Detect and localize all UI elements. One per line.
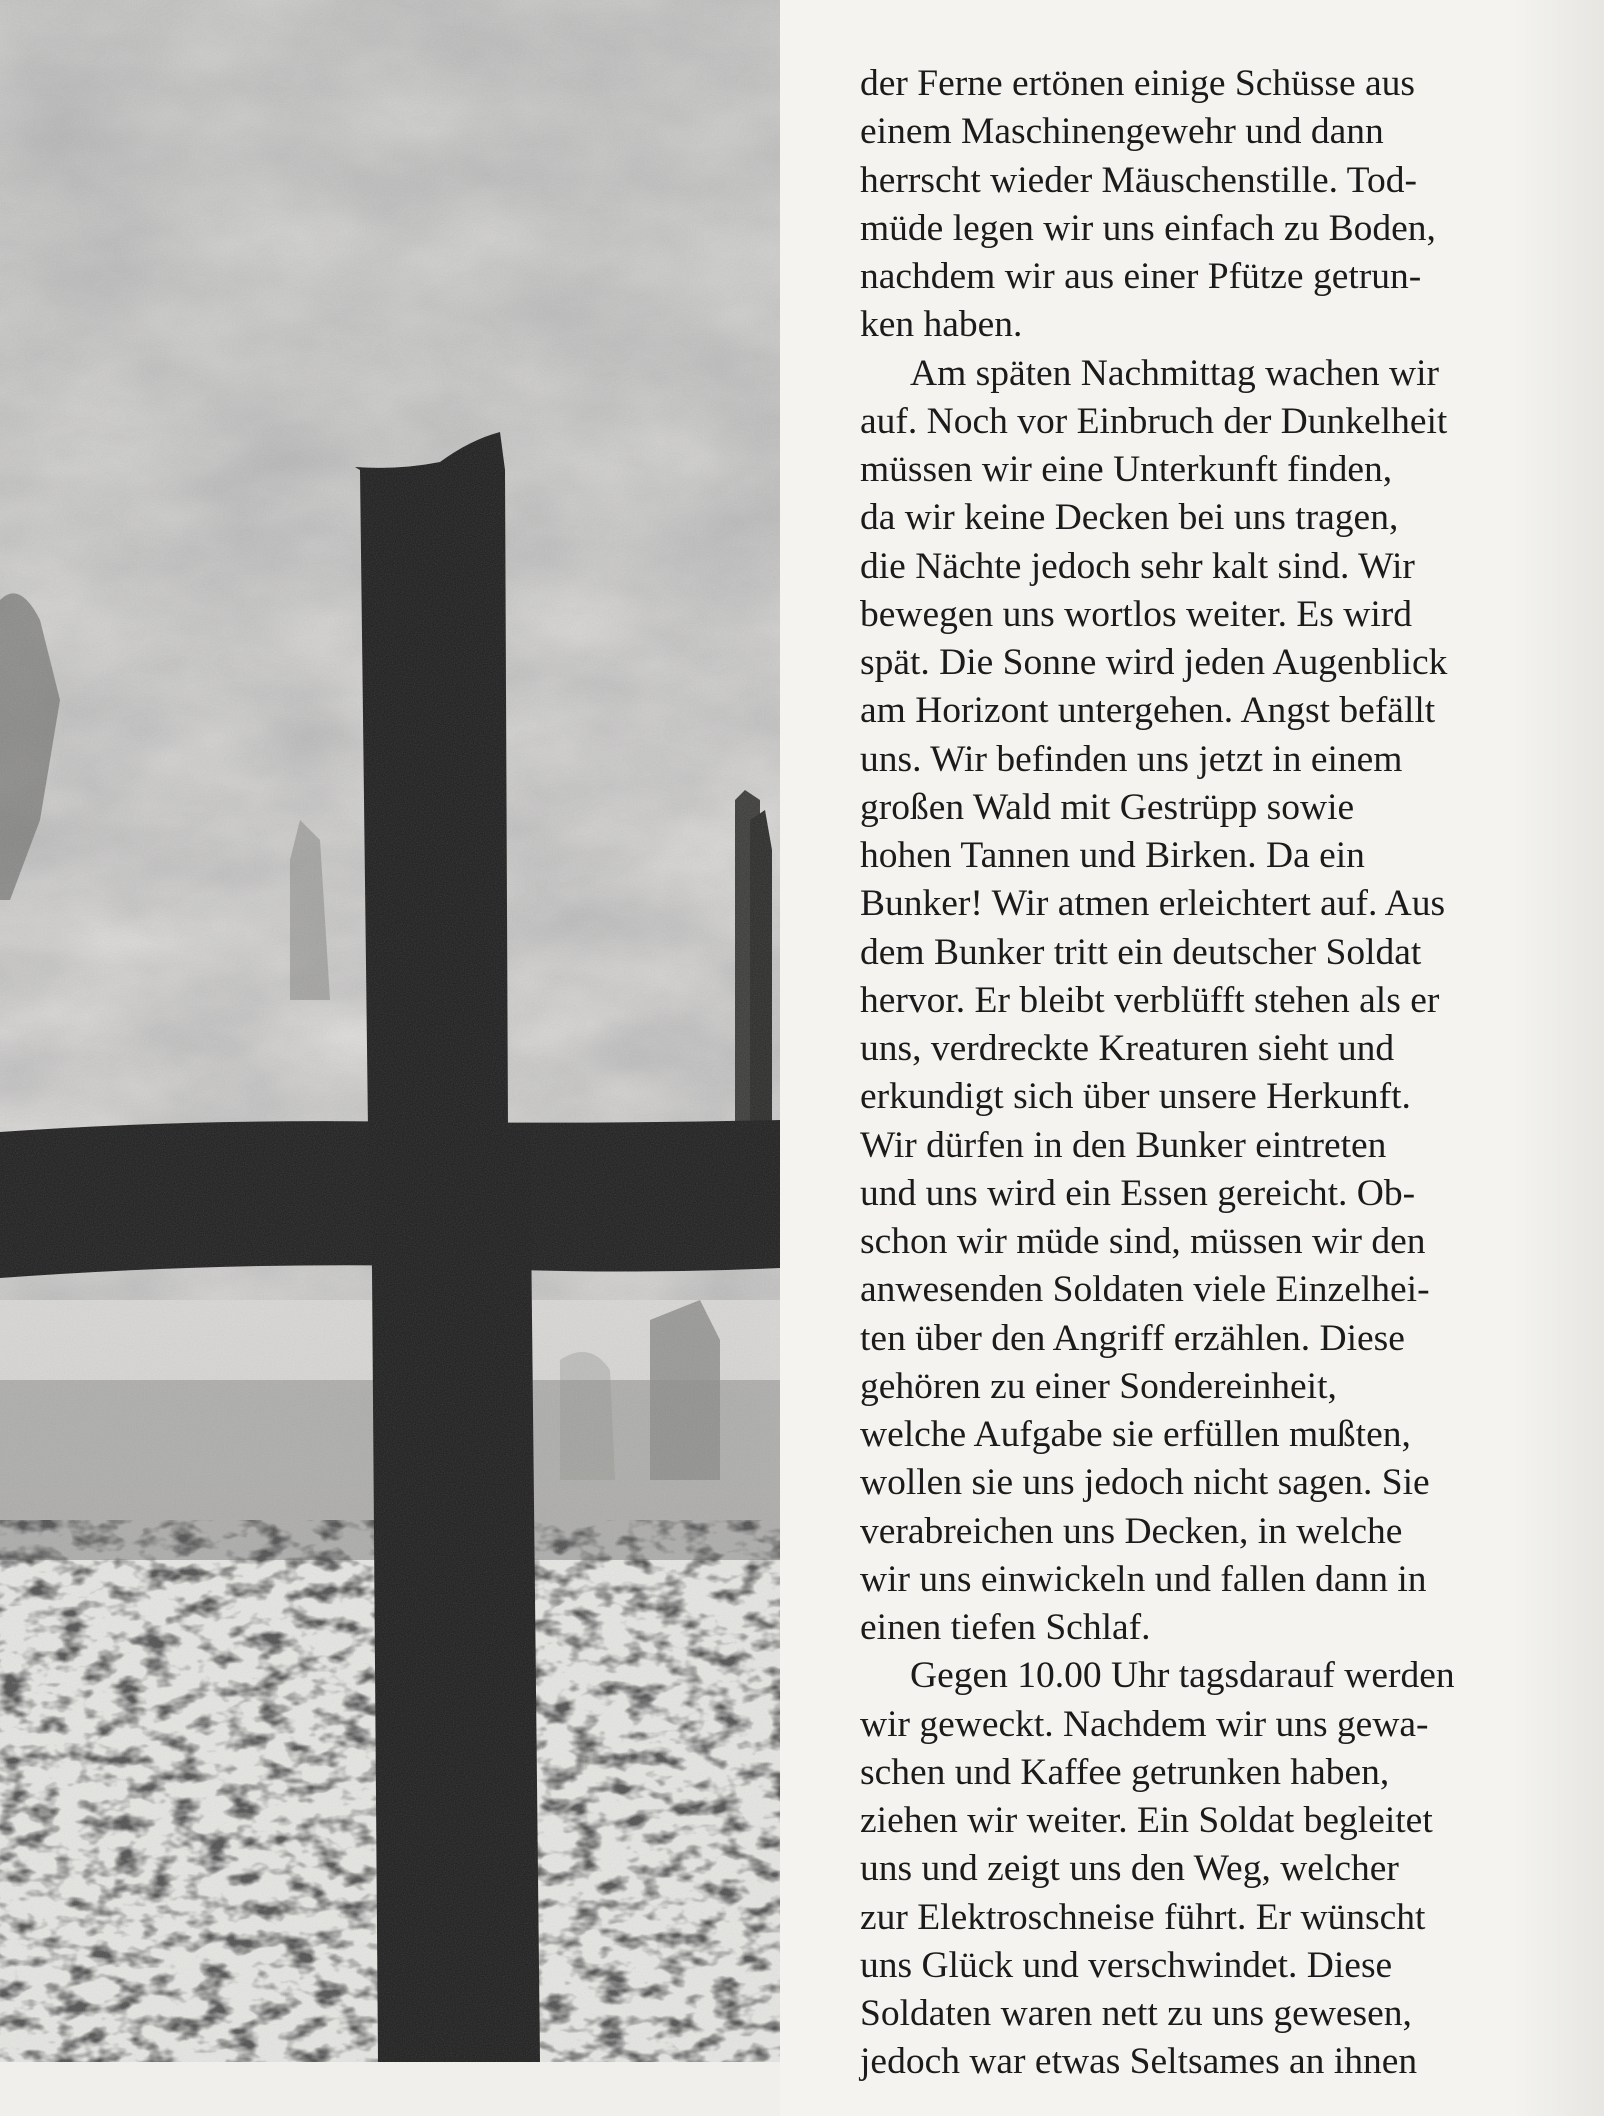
text-line: großen Wald mit Gestrüpp sowie [860, 786, 1355, 828]
text-line: auf. Noch vor Einbruch der Dunkelheit [860, 400, 1448, 442]
text-line: zur Elektroschneise führt. Er wünscht [860, 1896, 1426, 1938]
text-line: nachdem wir aus einer Pfütze getrun- [860, 256, 1422, 297]
text-line: Am späten Nachmittag wachen wir [910, 352, 1439, 394]
text-line: dem Bunker tritt ein deutscher Soldat [860, 931, 1422, 973]
text-line: anwesenden Soldaten viele Einzelhei- [860, 1269, 1430, 1311]
text-line: und uns wird ein Essen gereicht. Ob- [860, 1172, 1416, 1214]
text-line: Gegen 10.00 Uhr tagsdarauf werden [910, 1655, 1455, 1697]
text-line: erkundigt sich über unsere Herkunft. [860, 1076, 1411, 1118]
text-line: schen und Kaffee getrunken haben, [860, 1751, 1390, 1793]
text-line: ken haben. [860, 304, 1023, 346]
text-line: wir uns einwickeln und fallen dann in [860, 1558, 1427, 1600]
text-line: uns und zeigt uns den Weg, welcher [860, 1848, 1399, 1890]
text-line: Wir dürfen in den Bunker eintreten [860, 1124, 1387, 1166]
text-line: wir geweckt. Nachdem wir uns gewa- [860, 1703, 1429, 1745]
text-line: uns Glück und verschwindet. Diese [860, 1944, 1393, 1986]
text-line: spät. Die Sonne wird jeden Augenblick [860, 642, 1448, 683]
text-line: hervor. Er bleibt verblüfft stehen als er [860, 979, 1440, 1021]
text-line: Soldaten waren nett zu uns gewesen, [860, 1993, 1412, 2034]
text-line: uns, verdreckte Kreaturen sieht und [860, 1028, 1395, 1069]
wooden-cross-in-ruins-icon [0, 0, 780, 2062]
text-line: Bunker! Wir atmen erleichtert auf. Aus [860, 883, 1446, 925]
text-line: uns. Wir befinden uns jetzt in einem [860, 738, 1403, 780]
text-line: hohen Tannen und Birken. Da ein [860, 835, 1365, 876]
text-line: der Ferne ertönen einige Schüsse aus [860, 63, 1416, 104]
text-line: einem Maschinengewehr und dann [860, 111, 1384, 153]
text-line: gehören zu einer Sondereinheit, [860, 1365, 1337, 1407]
text-line: ten über den Angriff erzählen. Diese [860, 1317, 1405, 1359]
text-line: wollen sie uns jedoch nicht sagen. Sie [860, 1462, 1430, 1504]
text-line: verabreichen uns Decken, in welche [860, 1510, 1403, 1552]
text-line: da wir keine Decken bei uns tragen, [860, 497, 1399, 539]
text-line: bewegen uns wortlos weiter. Es wird [860, 593, 1412, 635]
text-line: herrscht wieder Mäuschenstille. Tod- [860, 159, 1417, 201]
page-margin [0, 2062, 780, 2116]
photo-cross-ruins [0, 0, 780, 2062]
text-line: ziehen wir weiter. Ein Soldat begleitet [860, 1800, 1433, 1841]
text-line: schon wir müde sind, müssen wir den [860, 1221, 1426, 1262]
text-line: müssen wir eine Unterkunft finden, [860, 449, 1393, 490]
text-line: jedoch war etwas Seltsames an ihnen [860, 2041, 1418, 2083]
body-text-column [860, 60, 1550, 2087]
text-line: welche Aufgabe sie erfüllen mußten, [860, 1414, 1411, 1455]
text-line: müde legen wir uns einfach zu Boden, [860, 207, 1436, 249]
text-line: einen tiefen Schlaf. [860, 1607, 1151, 1648]
text-line: am Horizont untergehen. Angst befällt [860, 690, 1436, 732]
text-line: die Nächte jedoch sehr kalt sind. Wir [860, 545, 1415, 587]
